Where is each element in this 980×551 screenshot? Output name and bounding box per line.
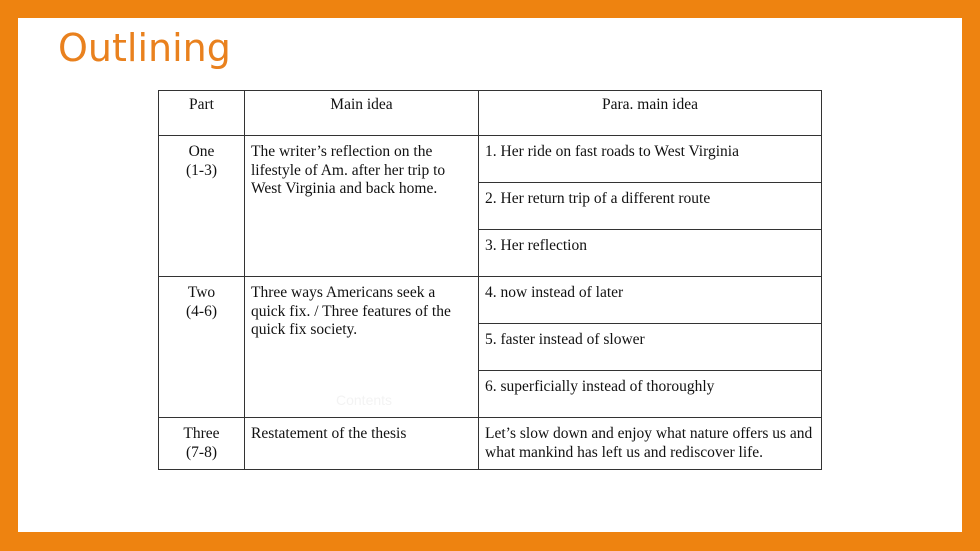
- part-name: One: [188, 143, 215, 160]
- main-idea-cell: Restatement of the thesis: [245, 418, 479, 470]
- header-para-main-idea: Para. main idea: [479, 91, 822, 136]
- table-header-row: [159, 91, 822, 136]
- main-idea-cell: Three ways Americans seek a quick fix. / Three features of the quick fix society.: [245, 277, 479, 418]
- part-name: Two: [187, 284, 216, 301]
- part-cell: [159, 418, 245, 470]
- header-main-idea: Main idea: [245, 91, 479, 136]
- part-cell: [159, 136, 245, 277]
- para-cell: 4. now instead of later: [479, 277, 822, 324]
- table-row: [159, 277, 822, 324]
- para-cell: 1. Her ride on fast roads to West Virginia: [479, 136, 822, 183]
- para-cell: Let’s slow down and enjoy what nature offers us and what mankind has left us and rediscover life.: [479, 418, 822, 470]
- table-row: [159, 418, 822, 470]
- para-cell: 2. Her return trip of a different route: [479, 183, 822, 230]
- para-cell: 3. Her reflection: [479, 230, 822, 277]
- para-cell: 6. superficially instead of thoroughly: [479, 371, 822, 418]
- watermark-text: Contents: [336, 392, 393, 408]
- slide: [18, 18, 962, 532]
- header-part: Part: [159, 91, 245, 136]
- main-idea-cell: The writer’s reflection on the lifestyle of Am. after her trip to West Virginia and back home.: [245, 136, 479, 277]
- outline-table: [158, 90, 822, 470]
- part-cell: [159, 277, 245, 418]
- table-row: [159, 136, 822, 183]
- para-cell: 5. faster instead of slower: [479, 324, 822, 371]
- part-name: Three: [183, 425, 220, 442]
- part-range: (4-6): [186, 302, 217, 320]
- slide-title: Outlining: [58, 26, 231, 70]
- part-range: (1-3): [186, 161, 217, 179]
- part-range: (7-8): [186, 443, 217, 461]
